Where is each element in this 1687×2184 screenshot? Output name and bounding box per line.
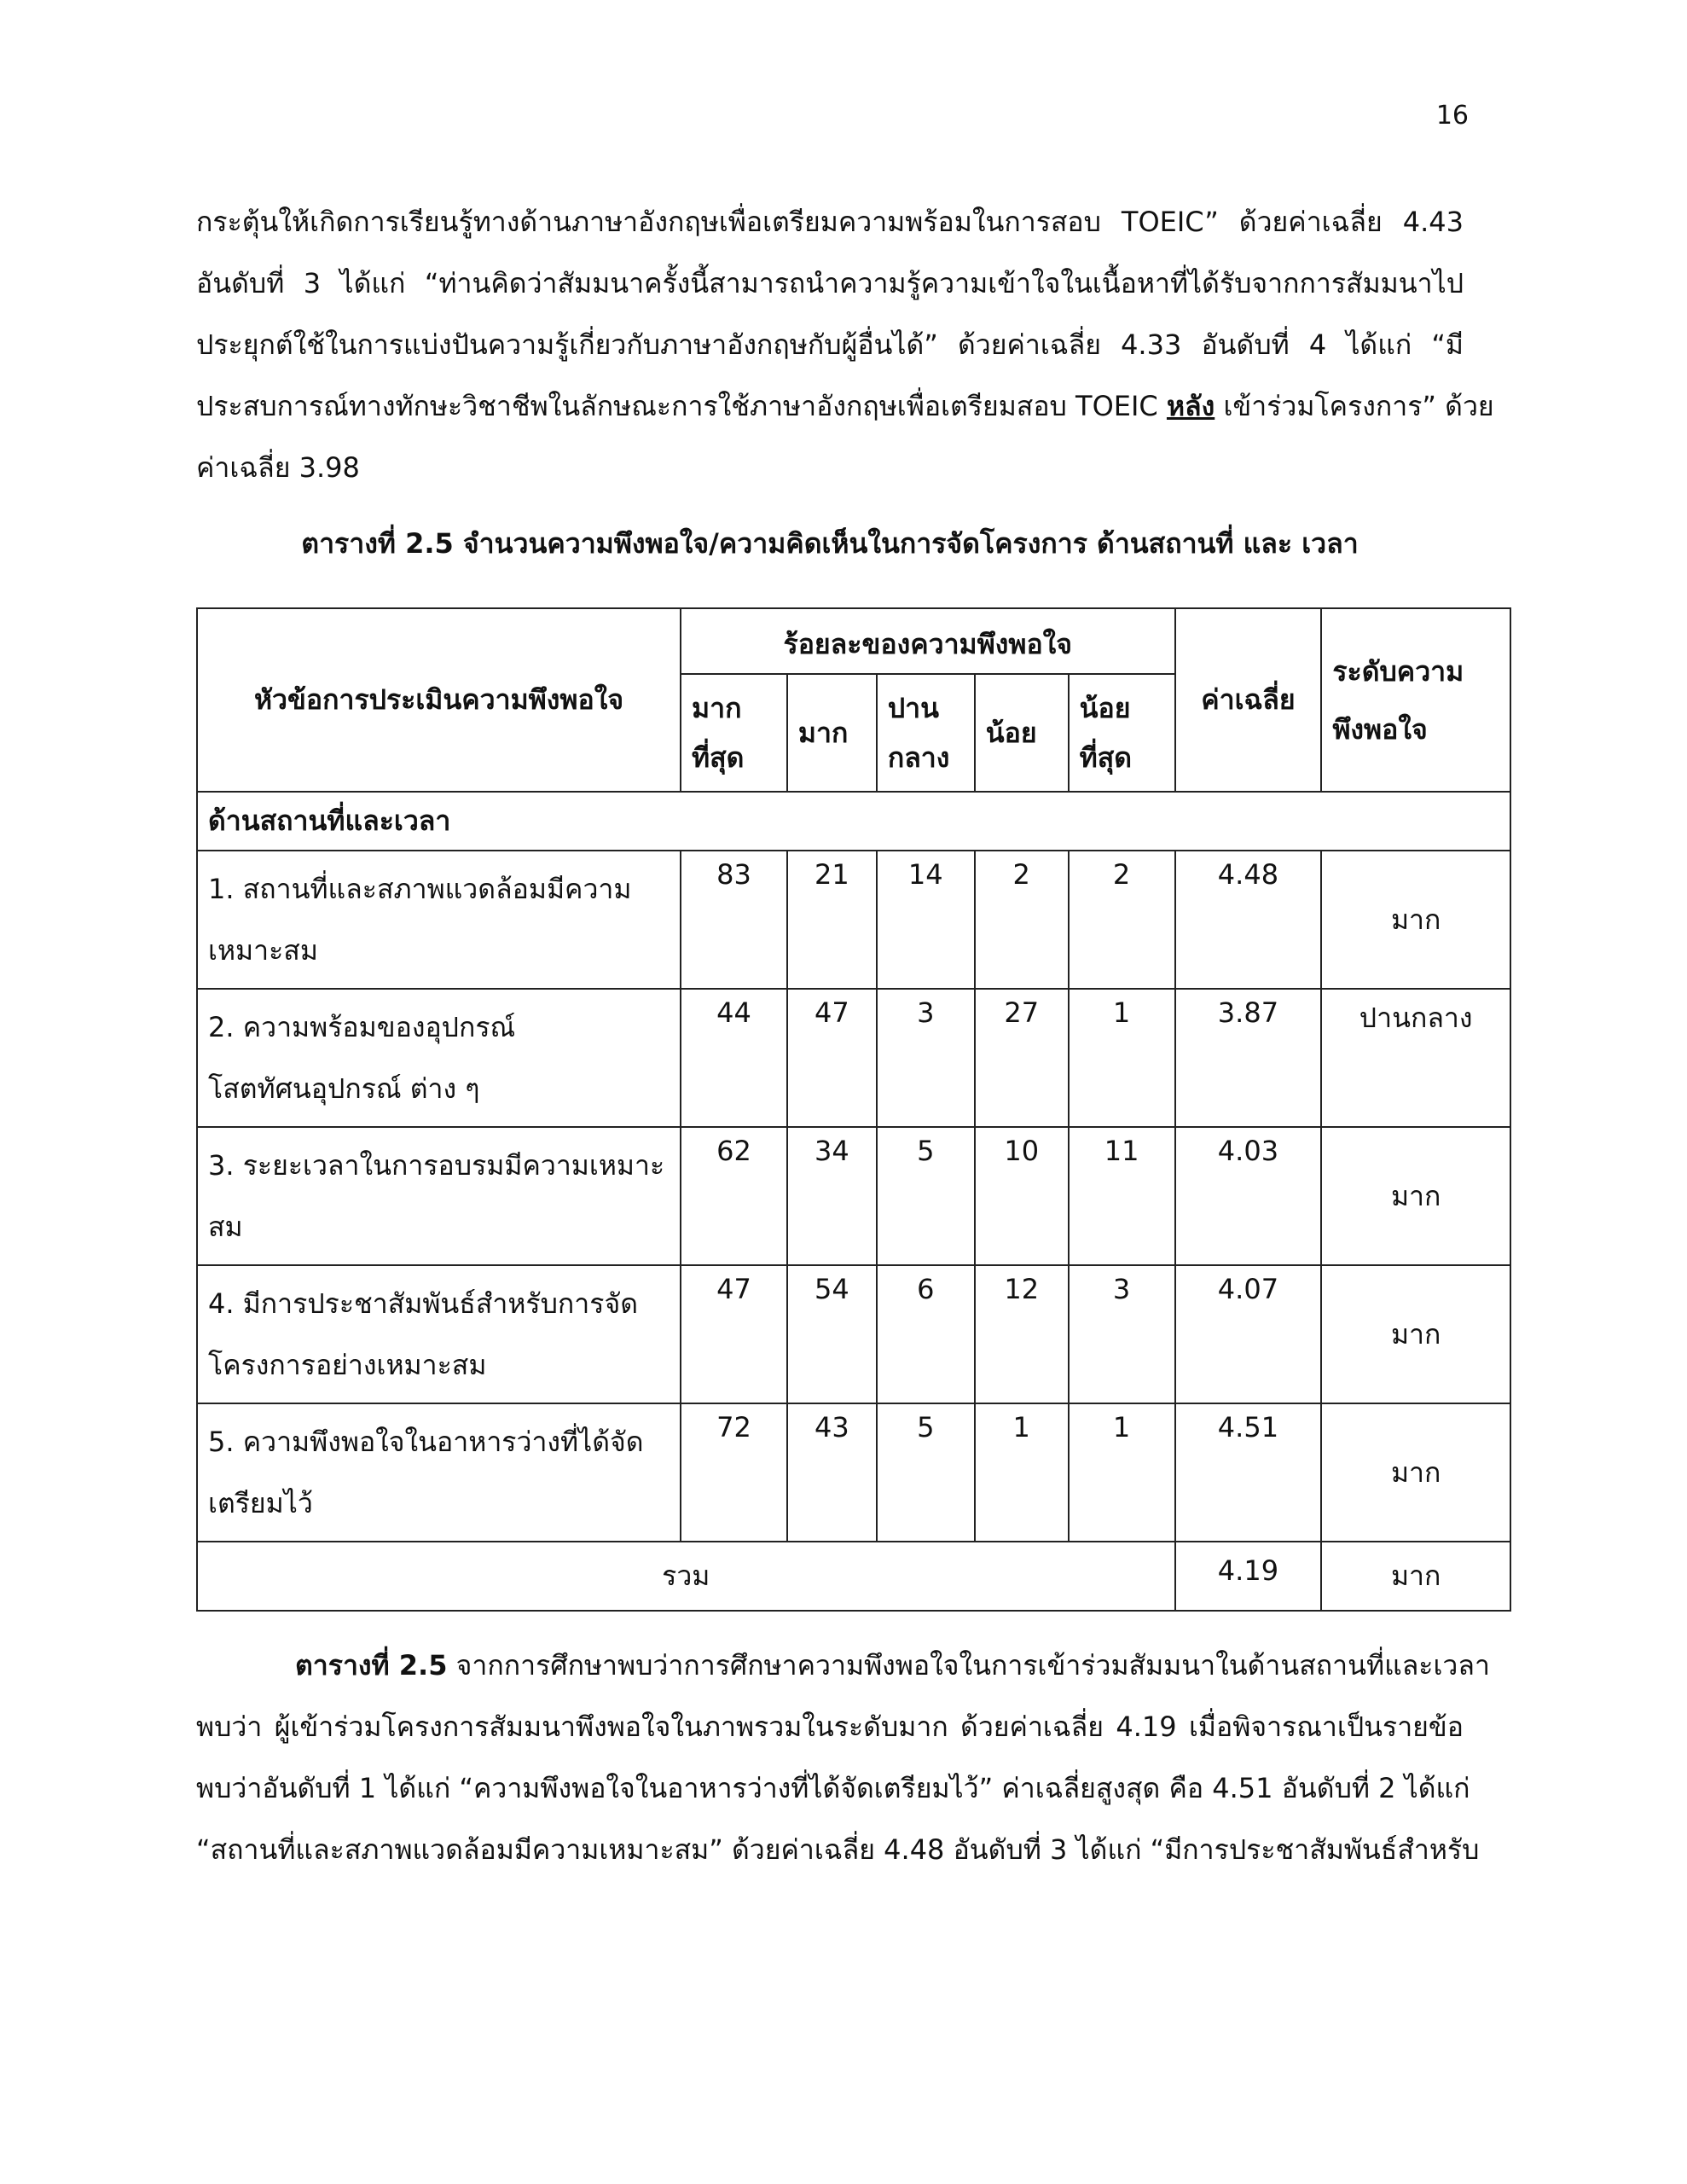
header-mean: ค่าเฉลี่ย xyxy=(1175,608,1322,792)
cell-value: 47 xyxy=(787,989,877,1127)
table-reference: ตารางที่ 2.5 xyxy=(295,1649,448,1682)
header-satisfaction-level: ระดับความ พึงพอใจ xyxy=(1321,608,1510,792)
paragraph-line: พบว่า ผู้เข้าร่วมโครงการสัมมนาพึงพอใจในภาพรวมในระดับมาก ด้วยค่าเฉลี่ย 4.19 เมื่อพิจารณาเป็นรายข้อ xyxy=(196,1711,1464,1743)
cell-value: 6 xyxy=(877,1265,975,1403)
paragraph-line: ค่าเฉลี่ย 3.98 xyxy=(196,451,360,484)
cell-level: มาก xyxy=(1321,1403,1510,1542)
header-level-high: มาก xyxy=(787,674,877,792)
cell-value: 1 xyxy=(1069,989,1175,1127)
cell-value: 54 xyxy=(787,1265,877,1403)
cell-value: 43 xyxy=(787,1403,877,1542)
cell-value: 34 xyxy=(787,1127,877,1265)
cell-level: ปานกลาง xyxy=(1321,989,1510,1127)
cell-value: 47 xyxy=(681,1265,787,1403)
cell-value: 11 xyxy=(1069,1127,1175,1265)
total-mean: 4.19 xyxy=(1175,1542,1322,1611)
cell-level: มาก xyxy=(1321,851,1510,989)
cell-value: 21 xyxy=(787,851,877,989)
paragraph-line: ประยุกต์ใช้ในการแบ่งปันความรู้เกี่ยวกับภาษาอังกฤษกับผู้อื่นได้” ด้วยค่าเฉลี่ย 4.33 อันดับที่ 4 ได้แก่ “มี xyxy=(196,328,1464,361)
section-title: ด้านสถานที่และเวลา xyxy=(197,792,1510,851)
table-row xyxy=(197,1265,1510,1403)
row-item: 5. ความพึงพอใจในอาหารว่างที่ได้จัดเตรียมไว้ xyxy=(197,1403,681,1542)
row-item: 3. ระยะเวลาในการอบรมมีความเหมาะสม xyxy=(197,1127,681,1265)
header-level-medium: ปาน กลาง xyxy=(877,674,975,792)
page-number: 16 xyxy=(1435,101,1469,131)
cell-mean: 4.51 xyxy=(1175,1403,1322,1542)
paragraph-line xyxy=(196,1635,1490,1696)
cell-value: 5 xyxy=(877,1403,975,1542)
cell-value: 2 xyxy=(1069,851,1175,989)
table-row xyxy=(197,1403,1510,1542)
cell-level: มาก xyxy=(1321,1127,1510,1265)
header-topic: หัวข้อการประเมินความพึงพอใจ xyxy=(197,608,681,792)
cell-mean: 4.03 xyxy=(1175,1127,1322,1265)
paragraph-text: จากการศึกษาพบว่าการศึกษาความพึงพอใจในการเข้าร่วมสัมมนาในด้านสถานที่และเวลา xyxy=(447,1649,1490,1682)
row-item: 1. สถานที่และสภาพแวดล้อมมีความเหมาะสม xyxy=(197,851,681,989)
cell-value: 83 xyxy=(681,851,787,989)
emphasis-text: หลัง xyxy=(1166,390,1215,422)
summary-paragraph xyxy=(196,1635,1490,1880)
cell-value: 3 xyxy=(1069,1265,1175,1403)
paragraph-line: กระตุ้นให้เกิดการเรียนรู้ทางด้านภาษาอังกฤษเพื่อเตรียมความพร้อมในการสอบ TOEIC” ด้วยค่าเฉลี่ย 4.43 xyxy=(196,206,1464,238)
header-level-low: น้อย xyxy=(975,674,1069,792)
total-level: มาก xyxy=(1321,1542,1510,1611)
cell-value: 27 xyxy=(975,989,1069,1127)
cell-level: มาก xyxy=(1321,1265,1510,1403)
cell-value: 62 xyxy=(681,1127,787,1265)
paragraph-line: อันดับที่ 3 ได้แก่ “ท่านคิดว่าสัมมนาครั้งนี้สามารถนำความรู้ความเข้าใจในเนื้อหาที่ได้รับจากการสัมมนาไป xyxy=(196,267,1464,299)
cell-value: 44 xyxy=(681,989,787,1127)
header-level-lowest: น้อย ที่สุด xyxy=(1069,674,1175,792)
table-caption: ตารางที่ 2.5 จำนวนความพึงพอใจ/ความคิดเห็นในการจัดโครงการ ด้านสถานที่ และ เวลา xyxy=(301,527,1359,560)
paragraph-line: พบว่าอันดับที่ 1 ได้แก่ “ความพึงพอใจในอาหารว่างที่ได้จัดเตรียมไว้” ค่าเฉลี่ยสูงสุด คือ 4.51 อันดับที่ 2 ได้แก่ xyxy=(196,1772,1470,1804)
cell-mean: 4.07 xyxy=(1175,1265,1322,1403)
cell-value: 12 xyxy=(975,1265,1069,1403)
paragraph-line: “สถานที่และสภาพแวดล้อมมีความเหมาะสม” ด้วยค่าเฉลี่ย 4.48 อันดับที่ 3 ได้แก่ “มีการประชาสัมพันธ์สำหรับ xyxy=(196,1833,1480,1866)
table-row xyxy=(197,989,1510,1127)
cell-mean: 4.48 xyxy=(1175,851,1322,989)
intro-paragraph xyxy=(196,191,1494,498)
table-row xyxy=(197,1127,1510,1265)
cell-value: 1 xyxy=(975,1403,1069,1542)
paragraph-text: ประสบการณ์ทางทักษะวิชาชีพในลักษณะการใช้ภาษาอังกฤษเพื่อเตรียมสอบ TOEIC xyxy=(196,390,1167,422)
header-level-highest: มาก ที่สุด xyxy=(681,674,787,792)
cell-value: 14 xyxy=(877,851,975,989)
row-item: 2. ความพร้อมของอุปกรณ์โสตทัศนอุปกรณ์ ต่าง ๆ xyxy=(197,989,681,1127)
paragraph-text: เข้าร่วมโครงการ” ด้วย xyxy=(1215,390,1494,422)
cell-value: 2 xyxy=(975,851,1069,989)
row-item: 4. มีการประชาสัมพันธ์สำหรับการจัดโครงการอย่างเหมาะสม xyxy=(197,1265,681,1403)
paragraph-line xyxy=(196,375,1494,437)
cell-value: 5 xyxy=(877,1127,975,1265)
cell-mean: 3.87 xyxy=(1175,989,1322,1127)
cell-value: 3 xyxy=(877,989,975,1127)
total-label: รวม xyxy=(197,1542,1175,1611)
total-row xyxy=(197,1542,1510,1611)
header-percent-group: ร้อยละของความพึงพอใจ xyxy=(681,608,1175,674)
section-row xyxy=(197,792,1510,851)
cell-value: 1 xyxy=(1069,1403,1175,1542)
satisfaction-table xyxy=(196,607,1511,1612)
cell-value: 10 xyxy=(975,1127,1069,1265)
cell-value: 72 xyxy=(681,1403,787,1542)
table-row xyxy=(197,851,1510,989)
